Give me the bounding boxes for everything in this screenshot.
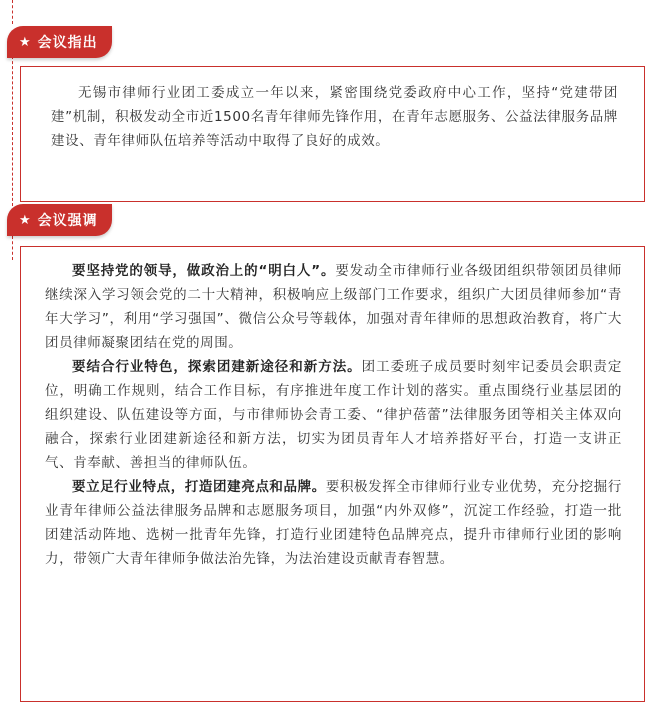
decorative-dashed-line — [12, 236, 13, 260]
emphasis-heading: 要立足行业特点，打造团建亮点和品牌。 — [72, 479, 326, 495]
emphasis-body: 要发动全市律师行业各级团组织带领团员律师继续深入学习领会党的二十大精神，积极响应上级部门工作要求，组织广大团员律师参加“青年大学习”，利用“学习强国”、微信公众号等载体，加强对青年律师的思想政治教育，将广大团员律师凝聚团结在党的周围。 — [45, 263, 622, 351]
emphasis-point — [45, 475, 622, 571]
decorative-dashed-line — [12, 56, 13, 206]
star-icon: ★ — [19, 34, 32, 50]
paragraph: 无锡市律师行业团工委成立一年以来，紧密围绕党委政府中心工作，坚持“党建带团建”机制，积极发动全市近1500名青年律师先锋作用，在青年志愿服务、公益法律服务品牌建设、青年律师队伍培养等活动中取得了良好的成效。 — [51, 85, 618, 149]
emphasis-point — [45, 259, 622, 355]
section-box-meeting-emphasized — [20, 246, 645, 702]
section-title-label: 会议指出 — [37, 35, 98, 51]
emphasis-heading: 要坚持党的领导，做政治上的“明白人”。 — [72, 263, 336, 279]
emphasis-body: 团工委班子成员要时刻牢记委员会职责定位，明确工作规则，结合工作目标，有序推进年度工作计划的落实。重点围绕行业基层团的组织建设、队伍建设等方面，与市律师协会青工委、“律护蓓蕾”法律服务团等相关主体双向融合，探索行业团建新途径和新方法，切实为团员青年人才培养搭好平台，打造一支讲正气、肯奉献、善担当的律师队伍。 — [45, 359, 622, 471]
section-title-meeting-noted — [7, 26, 112, 58]
emphasis-point — [45, 355, 622, 475]
section-title-label: 会议强调 — [37, 213, 98, 229]
decorative-dashed-line — [12, 0, 13, 24]
star-icon: ★ — [19, 212, 32, 228]
section-title-meeting-emphasized — [7, 204, 112, 236]
emphasis-heading: 要结合行业特色，探索团建新途径和新方法。 — [72, 359, 362, 375]
section-box-meeting-noted — [20, 66, 645, 202]
emphasis-body: 要积极发挥全市律师行业专业优势，充分挖掘行业青年律师公益法律服务品牌和志愿服务项目，加强“内外双修”，沉淀工作经验，打造一批团建活动阵地、选树一批青年先锋，打造行业团建特色品牌亮点，提升市律师行业团的影响力，带领广大青年律师争做法治先锋，为法治建设贡献青春智慧。 — [45, 479, 622, 567]
